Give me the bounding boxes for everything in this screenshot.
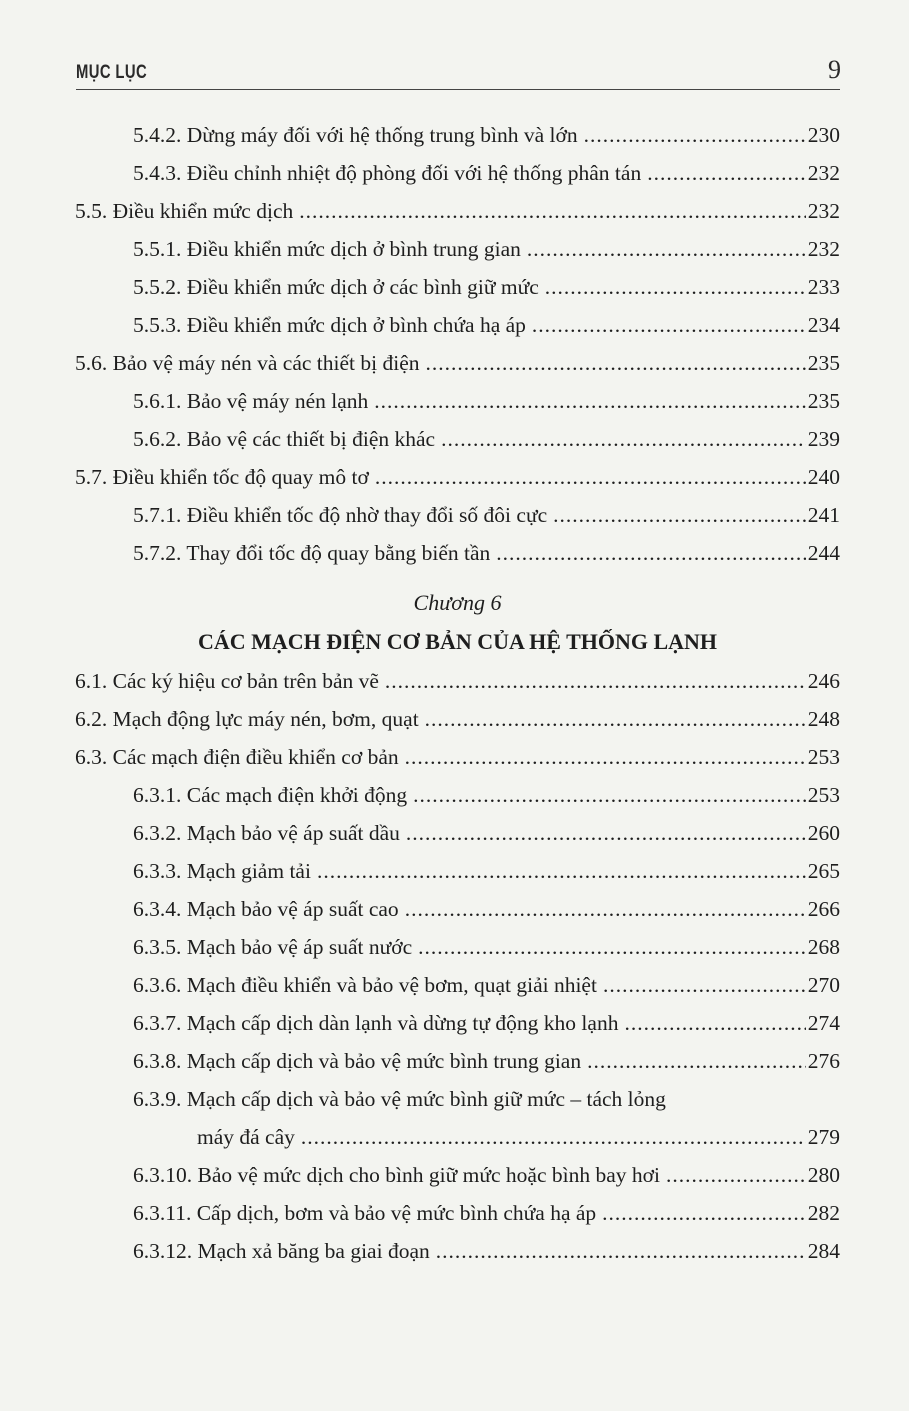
- dot-leader: [405, 738, 806, 776]
- chapter-title: CÁC MẠCH ĐIỆN CƠ BẢN CỦA HỆ THỐNG LẠNH: [197, 629, 718, 654]
- chapter-label: Chương 6: [413, 590, 502, 615]
- toc-entry-title: 6.1. Các ký hiệu cơ bản trên bản vẽ: [75, 669, 379, 693]
- toc-entry-page: 265: [807, 859, 840, 883]
- toc-entry: [75, 1080, 840, 1118]
- toc-entry-title: 6.3.3. Mạch giảm tải: [133, 859, 311, 883]
- toc-entry-title: 6.2. Mạch động lực máy nén, bơm, quạt: [75, 707, 419, 731]
- toc-entry-title: 6.3.5. Mạch bảo vệ áp suất nước: [133, 935, 413, 959]
- toc-entry-page: 279: [807, 1125, 840, 1149]
- toc-entry-page: 270: [807, 973, 840, 997]
- toc-entry-page: 232: [807, 199, 840, 223]
- toc-entry: [75, 496, 840, 534]
- toc-entry-page: 248: [807, 707, 840, 731]
- dot-leader: [624, 1004, 805, 1042]
- dot-leader: [436, 1232, 806, 1270]
- dot-leader: [545, 268, 806, 306]
- dot-leader: [425, 344, 805, 382]
- dot-leader: [301, 1118, 806, 1156]
- toc-entry: [75, 344, 840, 382]
- toc-entry: [75, 534, 840, 572]
- toc-entry-page: 276: [807, 1049, 840, 1073]
- header-section-title: MỤC LỤC: [76, 62, 148, 83]
- dot-leader: [375, 458, 806, 496]
- dot-leader: [374, 382, 805, 420]
- toc-entry: [75, 154, 840, 192]
- toc-entry: [75, 928, 840, 966]
- toc-entry-title: 6.3.1. Các mạch điện khởi động: [133, 783, 408, 807]
- toc-entry: [75, 1194, 840, 1232]
- toc-entry: [75, 192, 840, 230]
- page-number: 9: [828, 55, 841, 84]
- dot-leader: [425, 700, 806, 738]
- toc-entry: [75, 852, 840, 890]
- toc-entry-title: 5.5. Điều khiển mức dịch: [75, 199, 294, 223]
- toc-entry-page: 239: [807, 427, 840, 451]
- toc-entry-page: 235: [807, 351, 840, 375]
- toc-entry-page: 230: [807, 123, 840, 147]
- toc-entry: [75, 268, 840, 306]
- toc-entry-title: 5.7.2. Thay đổi tốc độ quay bằng biến tần: [133, 541, 491, 565]
- toc-entry-page: 233: [807, 275, 840, 299]
- toc-entry-title: 6.3.11. Cấp dịch, bơm và bảo vệ mức bình chứa hạ áp: [133, 1201, 597, 1225]
- toc-entry: [75, 306, 840, 344]
- toc-entry-title: 5.7.1. Điều khiển tốc độ nhờ thay đổi số đôi cực: [133, 503, 548, 527]
- toc-entry-title: 6.3.8. Mạch cấp dịch và bảo vệ mức bình trung gian: [133, 1049, 582, 1073]
- toc-entry-page: 232: [807, 161, 840, 185]
- toc-section-6: [75, 662, 840, 1270]
- dot-leader: [587, 1042, 806, 1080]
- toc-entry-page: 240: [807, 465, 840, 489]
- toc-entry-page: 253: [807, 745, 840, 769]
- toc-entry: [75, 814, 840, 852]
- dot-leader: [532, 306, 806, 344]
- toc-entry-title: 6.3.6. Mạch điều khiển và bảo vệ bơm, quạt giải nhiệt: [133, 973, 597, 997]
- dot-leader: [553, 496, 806, 534]
- toc-entry-page: 284: [807, 1239, 840, 1263]
- toc-entry: [75, 1042, 840, 1080]
- toc-entry-page: 266: [807, 897, 840, 921]
- dot-leader: [603, 966, 806, 1004]
- dot-leader: [666, 1156, 806, 1194]
- toc-entry-page: 274: [807, 1011, 840, 1035]
- toc-entry-title: 6.3. Các mạch điện điều khiển cơ bản: [75, 745, 399, 769]
- toc-entry-title: 6.3.2. Mạch bảo vệ áp suất dầu: [133, 821, 400, 845]
- toc-entry-page: 234: [807, 313, 840, 337]
- toc-entry: [75, 776, 840, 814]
- toc-entry-title: 5.6.1. Bảo vệ máy nén lạnh: [133, 389, 369, 413]
- toc-entry-title: 6.3.4. Mạch bảo vệ áp suất cao: [133, 897, 399, 921]
- toc-entry-page: 280: [807, 1163, 840, 1187]
- toc-entry: [75, 1004, 840, 1042]
- toc-entry-page: 268: [807, 935, 840, 959]
- table-of-contents: [75, 116, 840, 1270]
- dot-leader: [317, 852, 806, 890]
- dot-leader: [647, 154, 806, 192]
- toc-entry: [75, 382, 840, 420]
- toc-entry-title-cont: máy đá cây: [197, 1125, 295, 1149]
- toc-entry-title: 5.5.2. Điều khiển mức dịch ở các bình giữ mức: [133, 275, 539, 299]
- dot-leader: [441, 420, 806, 458]
- toc-entry: [75, 700, 840, 738]
- dot-leader: [406, 814, 806, 852]
- toc-entry-title: 5.4.2. Dừng máy đối với hệ thống trung bình và lớn: [133, 123, 578, 147]
- toc-entry: [75, 116, 840, 154]
- toc-entry: [75, 1156, 840, 1194]
- dot-leader: [527, 230, 806, 268]
- toc-entry: [75, 890, 840, 928]
- dot-leader: [405, 890, 806, 928]
- toc-entry: [75, 230, 840, 268]
- toc-entry-title: 6.3.7. Mạch cấp dịch dàn lạnh và dừng tự động kho lạnh: [133, 1011, 619, 1035]
- dot-leader: [385, 662, 806, 700]
- dot-leader: [496, 534, 805, 572]
- toc-entry: [75, 420, 840, 458]
- toc-entry-page: 246: [807, 669, 840, 693]
- toc-entry-title: 5.5.3. Điều khiển mức dịch ở bình chứa hạ áp: [133, 313, 526, 337]
- dot-leader: [602, 1194, 806, 1232]
- toc-entry-page: 260: [807, 821, 840, 845]
- dot-leader: [584, 116, 806, 154]
- toc-entry: [75, 966, 840, 1004]
- toc-entry: [75, 1232, 840, 1270]
- header-rule: [76, 89, 840, 90]
- toc-entry-title: 5.7. Điều khiển tốc độ quay mô tơ: [75, 465, 369, 489]
- toc-entry: [75, 662, 840, 700]
- toc-entry-title: 5.5.1. Điều khiển mức dịch ở bình trung gian: [133, 237, 521, 261]
- toc-entry-title: 6.3.10. Bảo vệ mức dịch cho bình giữ mức hoặc bình bay hơi: [133, 1163, 660, 1187]
- toc-entry-continuation: [75, 1118, 840, 1156]
- toc-entry-page: 241: [807, 503, 840, 527]
- toc-entry-title: 6.3.12. Mạch xả băng ba giai đoạn: [133, 1239, 430, 1263]
- dot-leader: [413, 776, 806, 814]
- toc-entry-page: 253: [807, 783, 840, 807]
- toc-entry: [75, 458, 840, 496]
- toc-section-5: [75, 116, 840, 572]
- toc-entry-title: 5.6.2. Bảo vệ các thiết bị điện khác: [133, 427, 436, 451]
- toc-entry-page: 244: [807, 541, 840, 565]
- toc-entry-page: 232: [807, 237, 840, 261]
- toc-entry-title: 6.3.9. Mạch cấp dịch và bảo vệ mức bình giữ mức – tách lỏng: [133, 1087, 666, 1111]
- toc-entry-page: 235: [807, 389, 840, 413]
- dot-leader: [418, 928, 806, 966]
- toc-entry-page: 282: [807, 1201, 840, 1225]
- dot-leader: [299, 192, 806, 230]
- toc-entry-title: 5.6. Bảo vệ máy nén và các thiết bị điện: [75, 351, 420, 375]
- toc-entry-title: 5.4.3. Điều chỉnh nhiệt độ phòng đối với hệ thống phân tán: [133, 161, 642, 185]
- toc-entry: [75, 738, 840, 776]
